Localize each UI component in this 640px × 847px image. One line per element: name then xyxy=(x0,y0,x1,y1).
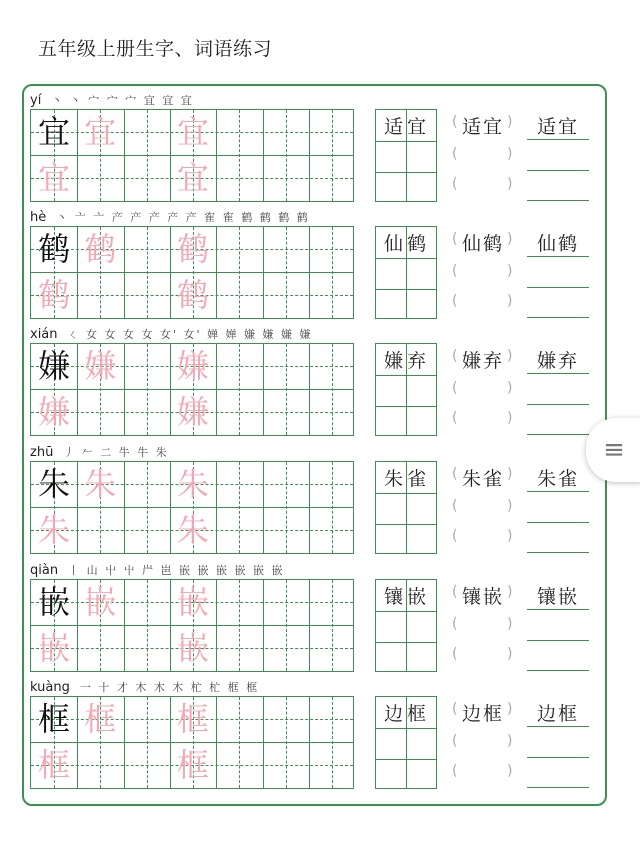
trace-character: 嵌 xyxy=(84,583,117,621)
trace-character: 宜 xyxy=(176,113,209,151)
stroke-order-row xyxy=(30,440,169,460)
trace-character: 鹤 xyxy=(176,276,209,314)
stroke-order: 一 十 才 木 木 木 杧 杧 框 框 xyxy=(79,681,260,694)
word-box-text: 边框 xyxy=(383,703,430,725)
trace-character: 框 xyxy=(176,700,209,738)
trace-character: 朱 xyxy=(37,511,70,549)
word-box-text: 朱雀 xyxy=(383,468,430,490)
trace-character: 嵌 xyxy=(37,629,70,667)
character-block xyxy=(30,205,610,322)
trace-character: 朱 xyxy=(176,465,209,503)
right-paren: ) xyxy=(507,733,513,749)
pinyin: hè xyxy=(30,210,47,225)
left-paren: ( xyxy=(452,114,458,130)
writing-line xyxy=(527,757,589,758)
stroke-order: 丿 𠂉 二 牛 牛 朱 xyxy=(63,446,169,459)
left-paren: ( xyxy=(452,733,458,749)
writing-line xyxy=(527,200,589,201)
writing-line xyxy=(527,522,589,523)
left-paren: ( xyxy=(452,701,458,717)
right-paren: ) xyxy=(507,380,513,396)
word-with-lines: 边框 xyxy=(536,703,579,725)
trace-character: 朱 xyxy=(176,511,209,549)
character-block xyxy=(30,675,610,792)
trace-character: 宜 xyxy=(176,159,209,197)
stroke-order-row xyxy=(30,322,313,342)
writing-line xyxy=(527,256,589,257)
writing-line xyxy=(527,373,589,374)
pinyin: yí xyxy=(30,93,42,108)
character-block xyxy=(30,440,610,557)
stroke-order: ㄑ 女 女 女 女 女' 女' 婵 婵 嫌 嫌 嫌 嫌 xyxy=(67,328,313,341)
stroke-order-row xyxy=(30,88,194,108)
left-paren: ( xyxy=(452,584,458,600)
right-paren: ) xyxy=(507,231,513,247)
word-writing-box xyxy=(375,343,437,436)
tianzige-grid xyxy=(30,579,354,672)
left-paren: ( xyxy=(452,646,458,662)
trace-character: 嵌 xyxy=(176,629,209,667)
word-writing-box xyxy=(375,579,437,672)
right-paren: ) xyxy=(507,176,513,192)
right-paren: ) xyxy=(507,646,513,662)
word-with-lines: 镶嵌 xyxy=(536,586,579,608)
right-paren: ) xyxy=(507,263,513,279)
stroke-order-row xyxy=(30,205,310,225)
word-with-parens: 适宜 xyxy=(461,116,504,138)
right-paren: ) xyxy=(507,466,513,482)
right-paren: ) xyxy=(507,293,513,309)
character-block xyxy=(30,88,610,205)
word-writing-box xyxy=(375,461,437,554)
right-paren: ) xyxy=(507,584,513,600)
writing-line xyxy=(527,609,589,610)
trace-character: 嫌 xyxy=(84,347,117,385)
writing-line xyxy=(527,787,589,788)
trace-character: 框 xyxy=(84,700,117,738)
word-writing-box xyxy=(375,696,437,789)
pinyin: qiàn xyxy=(30,563,59,578)
tianzige-grid xyxy=(30,461,354,554)
tianzige-grid xyxy=(30,343,354,436)
trace-character: 嵌 xyxy=(176,583,209,621)
word-writing-box xyxy=(375,226,437,319)
right-paren: ) xyxy=(507,528,513,544)
word-with-lines: 朱雀 xyxy=(536,468,579,490)
word-box-text: 镶嵌 xyxy=(383,586,430,608)
right-paren: ) xyxy=(507,146,513,162)
trace-character: 框 xyxy=(37,746,70,784)
hamburger-menu-icon: ≡ xyxy=(603,435,625,465)
word-box-text: 嫌弃 xyxy=(383,350,430,372)
model-character: 框 xyxy=(37,700,70,738)
right-paren: ) xyxy=(507,701,513,717)
word-with-lines: 嫌弃 xyxy=(536,350,579,372)
writing-line xyxy=(527,170,589,171)
stroke-order: 丶 丶 宀 宀 宀 宜 宜 宜 xyxy=(51,94,194,107)
pinyin: zhū xyxy=(30,445,54,460)
trace-character: 框 xyxy=(176,746,209,784)
left-paren: ( xyxy=(452,616,458,632)
word-with-lines: 适宜 xyxy=(536,116,579,138)
trace-character: 嫌 xyxy=(37,393,70,431)
writing-line xyxy=(527,287,589,288)
model-character: 宜 xyxy=(37,113,70,151)
stroke-order-row xyxy=(30,558,285,578)
page-title: 五年级上册生字、词语练习 xyxy=(38,38,273,60)
word-with-lines: 仙鹤 xyxy=(536,233,579,255)
right-paren: ) xyxy=(507,498,513,514)
model-character: 嵌 xyxy=(37,583,70,621)
writing-line xyxy=(527,670,589,671)
right-paren: ) xyxy=(507,410,513,426)
right-paren: ) xyxy=(507,114,513,130)
writing-line xyxy=(527,317,589,318)
left-paren: ( xyxy=(452,763,458,779)
trace-character: 宜 xyxy=(37,159,70,197)
right-paren: ) xyxy=(507,348,513,364)
writing-line xyxy=(527,726,589,727)
left-paren: ( xyxy=(452,466,458,482)
left-paren: ( xyxy=(452,528,458,544)
tianzige-grid xyxy=(30,109,354,202)
stroke-order: 丨 山 屮 屮 屵 岜 嵌 嵌 嵌 嵌 嵌 嵌 xyxy=(68,564,285,577)
left-paren: ( xyxy=(452,348,458,364)
character-block xyxy=(30,322,610,439)
word-with-parens: 仙鹤 xyxy=(461,233,504,255)
left-paren: ( xyxy=(452,293,458,309)
model-character: 鹤 xyxy=(37,230,70,268)
left-paren: ( xyxy=(452,176,458,192)
word-box-text: 适宜 xyxy=(383,116,430,138)
tianzige-grid xyxy=(30,226,354,319)
left-paren: ( xyxy=(452,410,458,426)
word-writing-box xyxy=(375,109,437,202)
trace-character: 嫌 xyxy=(176,393,209,431)
trace-character: 朱 xyxy=(84,465,117,503)
left-paren: ( xyxy=(452,231,458,247)
stroke-order-row xyxy=(30,675,259,695)
model-character: 朱 xyxy=(37,465,70,503)
writing-line xyxy=(527,139,589,140)
writing-line xyxy=(527,491,589,492)
word-with-parens: 朱雀 xyxy=(461,468,504,490)
trace-character: 嫌 xyxy=(176,347,209,385)
word-with-parens: 镶嵌 xyxy=(461,586,504,608)
left-paren: ( xyxy=(452,498,458,514)
stroke-order: 丶 亠 亠 产 产 产 产 产 隺 隺 鹤 鹤 鹤 鹤 xyxy=(56,211,310,224)
left-paren: ( xyxy=(452,146,458,162)
trace-character: 宜 xyxy=(84,113,117,151)
menu-button[interactable] xyxy=(586,418,640,482)
model-character: 嫌 xyxy=(37,347,70,385)
pinyin: kuàng xyxy=(30,680,70,695)
writing-line xyxy=(527,404,589,405)
pinyin: xián xyxy=(30,327,58,342)
character-block xyxy=(30,558,610,675)
left-paren: ( xyxy=(452,380,458,396)
left-paren: ( xyxy=(452,263,458,279)
trace-character: 鹤 xyxy=(176,230,209,268)
word-box-text: 仙鹤 xyxy=(383,233,430,255)
trace-character: 鹤 xyxy=(84,230,117,268)
word-with-parens: 边框 xyxy=(461,703,504,725)
writing-line xyxy=(527,552,589,553)
writing-line xyxy=(527,434,589,435)
writing-line xyxy=(527,640,589,641)
tianzige-grid xyxy=(30,696,354,789)
right-paren: ) xyxy=(507,763,513,779)
right-paren: ) xyxy=(507,616,513,632)
trace-character: 鹤 xyxy=(37,276,70,314)
word-with-parens: 嫌弃 xyxy=(461,350,504,372)
